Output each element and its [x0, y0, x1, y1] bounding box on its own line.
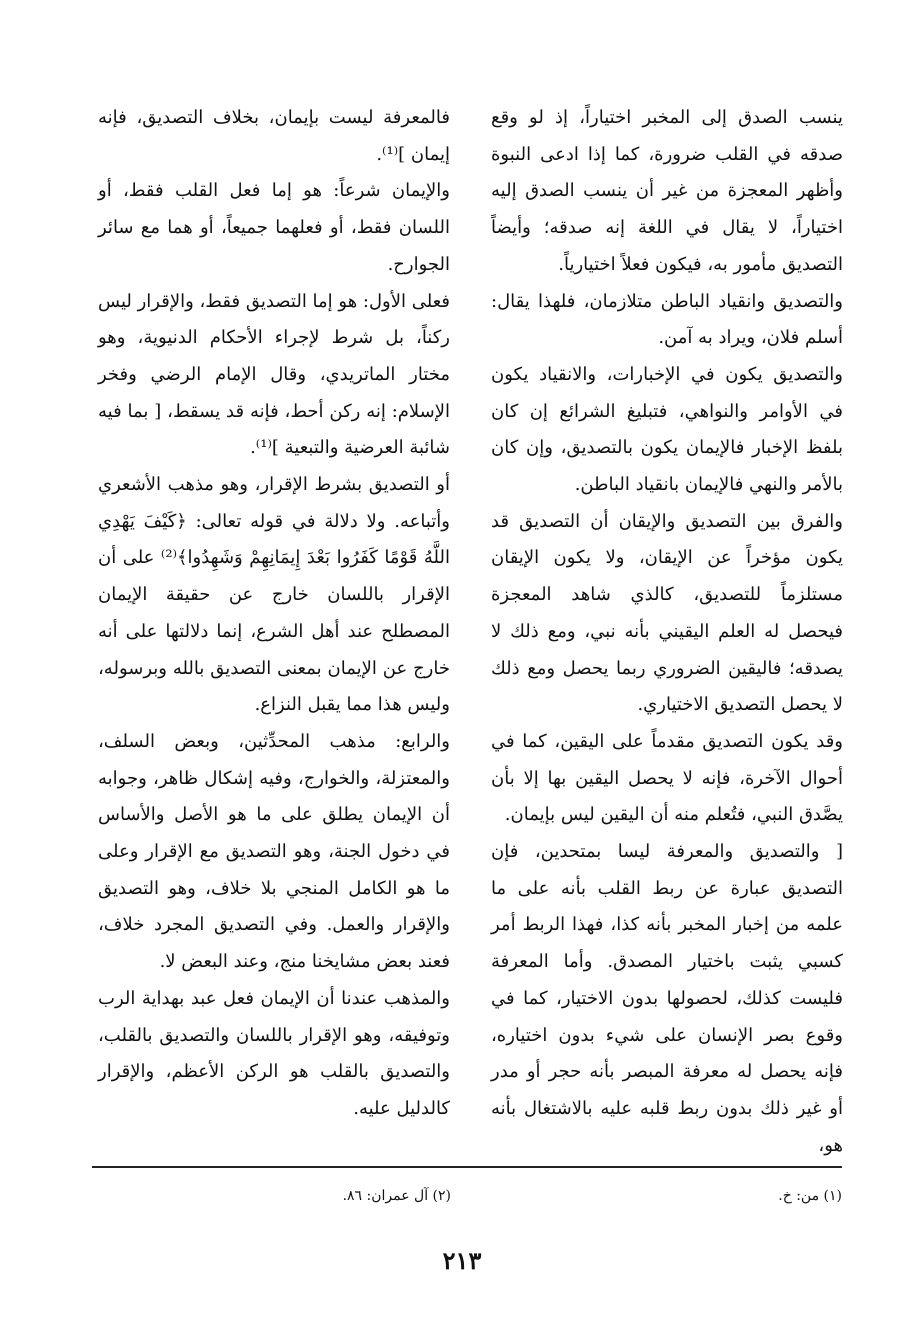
paragraph: أو التصديق بشرط الإقرار، وهو مذهب الأشعري وأتباعه. ولا دلالة في قوله تعالى: ﴿كَيْفَ يَهْدِي اللَّهُ قَوْمًا كَفَرُوا بَعْدَ إِيمَانِهِمْ وَشَهِدُوا﴾⁽²⁾ على أن الإقرار باللسان خارج عن حقيقة الإيمان المصطلح عند أهل الشرع، إنما دلالتها على أنه خارج عن الإيمان بمعنى التصديق بالله وبرسوله، وليس هذا مما يقبل النزاع.: [98, 474, 450, 716]
left-column: [98, 100, 450, 1128]
paragraph: وقد يكون التصديق مقدماً على اليقين، كما في أحوال الآخرة، فإنه لا يحصل اليقين بها إلا بأن يصَّدق النبي، فتُعلم منه أن اليقين ليس بإيمان.: [491, 730, 843, 826]
paragraph: ينسب الصدق إلى المخبر اختياراً، إذ لو وقع صدقه في القلب ضرورة، كما إذا ادعى النبوة وأظهر المعجزة من غير أن ينسب الصدق إليه اختياراً، لا يقال في اللغة إنه صدقه؛ وأيضاً التصديق مأمور به، فيكون فعلاً اختيارياً.: [491, 107, 843, 275]
paragraph: فعلى الأول: هو إما التصديق فقط، والإقرار ليس ركناً، بل شرط لإجراء الأحكام الدنيوية، وهو مختار الماتريدي، وقال الإمام الرضي وفخر الإسلام: إنه ركن أحط، فإنه قد يسقط، [ بما فيه شائبة العرضية والتبعية ]⁽¹⁾.: [98, 290, 450, 459]
footnote-second: (٢) آل عمران: ٨٦.: [342, 1188, 451, 1204]
paragraph: والرابع: مذهب المحدِّثين، وبعض السلف، والمعتزلة، والخوارج، وفيه إشكال ظاهر، وجوابه أن الإيمان يطلق على ما هو الأصل والأساس في دخول الجنة، وهو التصديق مع الإقرار وعلى ما هو الكامل المنجي بلا خلاف، وهو التصديق والإقرار والعمل. وفي التصديق المجرد خلاف، فعند بعض مشايخنا منج، وعند البعض لا.: [98, 730, 450, 973]
paragraph: والفرق بين التصديق والإيقان أن التصديق قد يكون مؤخراً عن الإيقان، ولا يكون الإيقان مستلزماً للتصديق، كالذي شاهد المعجزة فيحصل له العلم اليقيني بأنه نبي، ومع ذلك لا يصدقه؛ فاليقين الضروري ربما يحصل ومع ذلك لا يحصل التصديق الاختياري.: [491, 510, 843, 716]
page-number: ٢١٣: [442, 1246, 482, 1275]
paragraph: والتصديق يكون في الإخبارات، والانقياد يكون في الأوامر والنواهي، فتبليغ الشرائع إن كان بلفظ الإخبار فالإيمان يكون بالتصديق، وإن كان بالأمر والنهي فالإيمان بانقياد الباطن.: [491, 363, 843, 496]
paragraph: والتصديق وانقياد الباطن متلازمان، فلهذا يقال: أسلم فلان، ويراد به آمن.: [491, 290, 843, 349]
footnote-first: (١) من: خ.: [778, 1188, 842, 1204]
paragraph: والمذهب عندنا أن الإيمان فعل عبد بهداية الرب وتوفيقه، وهو الإقرار باللسان والتصديق بالقلب، والتصديق بالقلب هو الركن الأعظم، والإقرار كالدليل عليه.: [98, 987, 450, 1119]
paragraph: [ والتصديق والمعرفة ليسا بمتحدين، فإن التصديق عبارة عن ربط القلب بأنه على ما علمه من إخبار المخبر بأنه كذا، فهذا الربط أمر كسبي يثبت باختيار المصدق. وأما المعرفة فليست كذلك، لحصولها بدون الاختيار، كما في وقوع بصر الإنسان على شيء بدون اختياره، فإنه يحصل له معرفة المبصر بأنه حجر أو مدر أو غير ذلك بدون ربط قلبه عليه بالاشتغال بأنه هو،: [491, 841, 843, 1156]
right-column: [491, 100, 843, 1164]
paragraph: فالمعرفة ليست بإيمان، بخلاف التصديق، فإنه إيمان ]⁽¹⁾.: [98, 107, 450, 165]
paragraph: والإيمان شرعاً: هو إما فعل القلب فقط، أو اللسان فقط، أو فعلهما جميعاً، أو هما مع سائر الجوارح.: [98, 180, 450, 275]
footnote-divider: [92, 1166, 842, 1168]
